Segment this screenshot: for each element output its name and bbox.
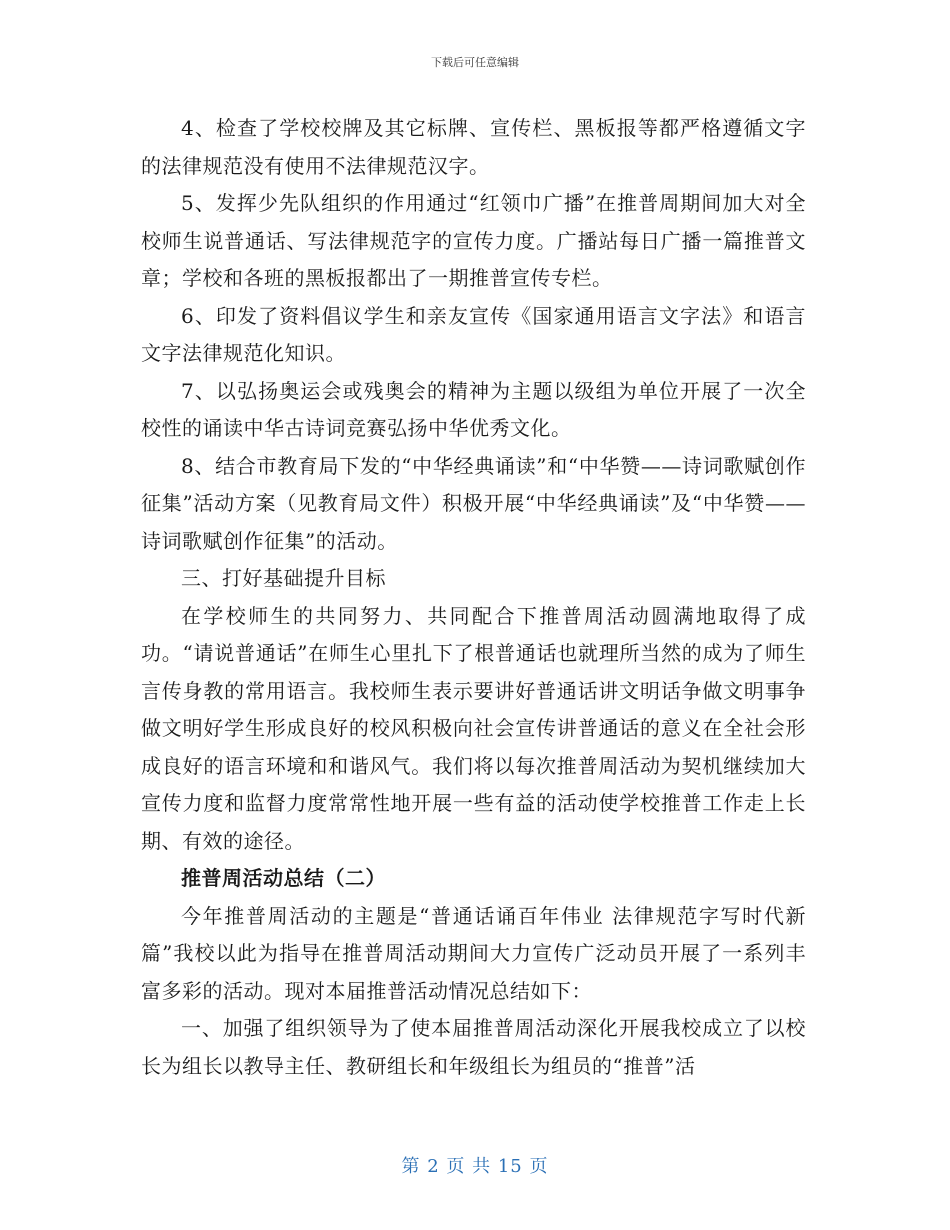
paragraph: 在学校师生的共同努力、共同配合下推普周活动圆满地取得了成功。“请说普通话”在师生心里扎下了根普通话也就理所当然的成为了师生言传身教的常用语言。我校师生表示要讲好普通话讲文明话争做文明事争做文明好学生形成良好的校风积极向社会宣传讲普通话的意义在全社会形成良好的语言环境和和谐风气。我们将以每次推普周活动为契机继续加大宣传力度和监督力度常常性地开展一些有益的活动使学校推普工作走上长期、有效的途径。 <box>141 603 806 853</box>
paragraph: 6、印发了资料倡议学生和亲友宣传《国家通用语言文字法》和语言文字法律规范化知识。 <box>141 303 806 365</box>
paragraph: 4、检查了学校校牌及其它标牌、宣传栏、黑板报等都严格遵循文字的法律规范没有使用不法律规范汉字。 <box>141 116 806 178</box>
section-heading: 三、打好基础提升目标 <box>181 566 386 590</box>
paragraph: 7、以弘扬奥运会或残奥会的精神为主题以级组为单位开展了一次全校性的诵读中华古诗词竞赛弘扬中华优秀文化。 <box>141 378 806 440</box>
header-note: 下载后可任意编辑 <box>431 56 519 69</box>
document-title: 推普周活动总结（二） <box>181 866 386 890</box>
paragraph: 5、发挥少先队组织的作用通过“红领巾广播”在推普周期间加大对全校师生说普通话、写法律规范字的宣传力度。广播站每日广播一篇推普文章；学校和各班的黑板报都出了一期推普宣传专栏。 <box>141 191 806 290</box>
paragraph: 一、加强了组织领导为了使本届推普周活动深化开展我校成立了以校长为组长以教导主任、教研组长和年级组长为组员的“推普”活 <box>141 1016 806 1078</box>
document-body <box>141 110 806 1085</box>
paragraph: 8、结合市教育局下发的“中华经典诵读”和“中华赞——诗词歌赋创作征集”活动方案（见教育局文件）积极开展“中华经典诵读”及“中华赞——诗词歌赋创作征集”的活动。 <box>141 453 806 553</box>
page-number: 第 2 页 共 15 页 <box>401 1156 549 1177</box>
paragraph: 今年推普周活动的主题是“普通话诵百年伟业 法律规范字写时代新篇”我校以此为指导在推普周活动期间大力宣传广泛动员开展了一系列丰富多彩的活动。现对本届推普活动情况总结如下： <box>141 903 806 1003</box>
